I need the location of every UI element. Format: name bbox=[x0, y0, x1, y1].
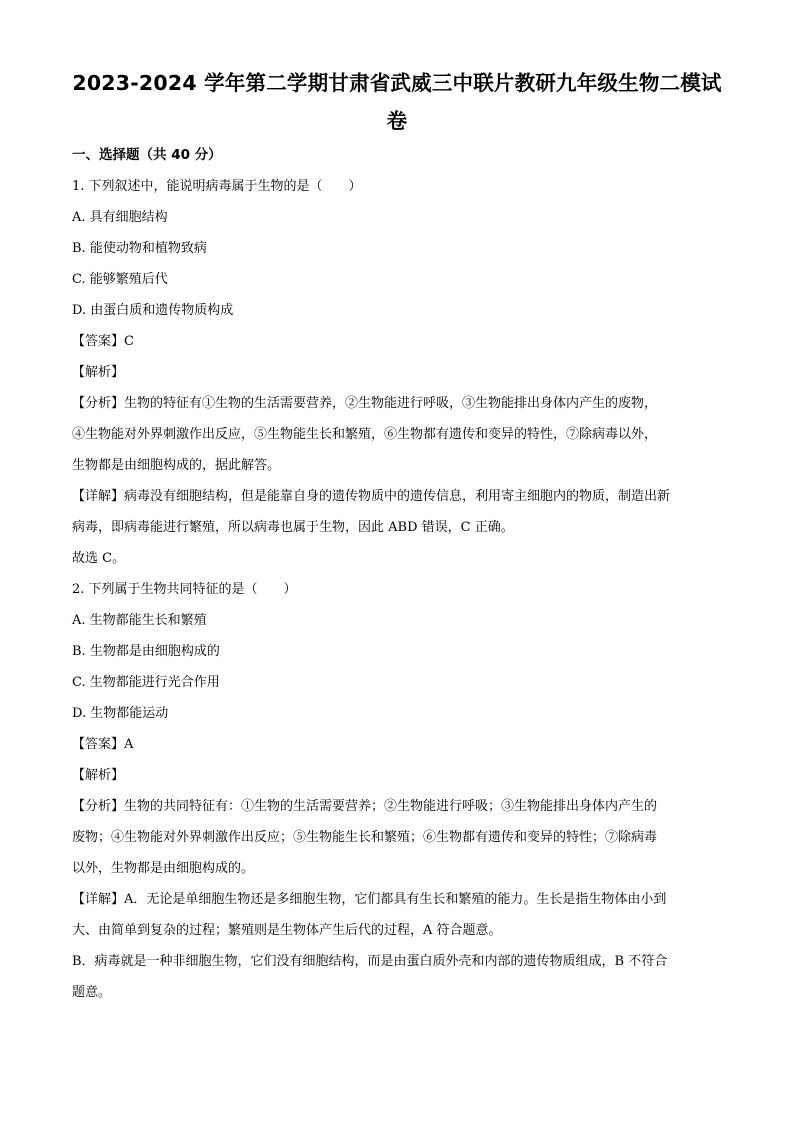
fenxi-text-1: 生物的特征有①生物的生活需要营养，②生物能进行呼吸，③生物能排出身体内产生的废物， bbox=[124, 396, 658, 411]
answer-line bbox=[72, 729, 722, 760]
option-b-explanation-line-1: B．病毒就是一种非细胞生物，它们没有细胞结构，而是由蛋白质外壳和内部的遗传物质组成，B 不符合 bbox=[72, 954, 668, 969]
question-stem: 1. 下列叙述中，能说明病毒属于生物的是（ ） bbox=[72, 179, 362, 194]
fenxi-paragraph bbox=[72, 388, 722, 481]
fenxi-line-3: 生物都是由细胞构成的，据此解答。 bbox=[72, 458, 281, 473]
exam-title-line-1: 2023-2024 学年第二学期甘肃省武威三中联片教研九年级生物二模试 bbox=[72, 71, 722, 95]
xiangjie-line-2: 大、由简单到复杂的过程；繁殖则是生物体产生后代的过程，A 符合题意。 bbox=[72, 923, 502, 938]
fenxi-paragraph bbox=[72, 791, 722, 884]
option-d: D. 由蛋白质和遗传物质构成 bbox=[72, 303, 234, 318]
option-d: D. 生物都能运动 bbox=[72, 706, 169, 721]
answer-tag: 【答案】 bbox=[72, 737, 125, 752]
xiangjie-paragraph bbox=[72, 884, 722, 946]
option-a: A. 生物都能生长和繁殖 bbox=[72, 613, 207, 628]
option-b-explanation bbox=[72, 946, 722, 1008]
fenxi-text-1: 生物的共同特征有：①生物的生活需要营养；②生物能进行呼吸；③生物能排出身体内产生的 bbox=[124, 799, 658, 814]
xiangjie-line-2: 病毒，即病毒能进行繁殖，所以病毒也属于生物，因此 ABD 错误，C 正确。 bbox=[72, 520, 514, 535]
fenxi-tag: 【分析】 bbox=[72, 396, 125, 411]
question-1 bbox=[72, 171, 722, 574]
conclusion: 故选 C。 bbox=[72, 551, 126, 566]
answer-value: C bbox=[124, 334, 134, 349]
analysis-tag bbox=[72, 760, 722, 791]
question-stem: 2. 下列属于生物共同特征的是（ ） bbox=[72, 582, 297, 597]
section-heading: 一、选择题（共 40 分） bbox=[72, 147, 222, 163]
xiangjie-line-1 bbox=[72, 481, 722, 512]
xiangjie-text-1: A．无论是单细胞生物还是多细胞生物，它们都具有生长和繁殖的能力。生长是指生物体由小到 bbox=[124, 892, 667, 907]
answer-line bbox=[72, 326, 722, 357]
exam-title-line-2: 卷 bbox=[386, 109, 408, 133]
answer-tag: 【答案】 bbox=[72, 334, 125, 349]
exam-title bbox=[72, 64, 722, 140]
option-b: B. 能使动物和植物致病 bbox=[72, 241, 207, 256]
analysis-tag bbox=[72, 357, 722, 388]
fenxi-line-1 bbox=[72, 388, 722, 419]
xiangjie-tag: 【详解】 bbox=[72, 892, 125, 907]
xiangjie-text-1: 病毒没有细胞结构，但是能靠自身的遗传物质中的遗传信息，利用寄主细胞内的物质，制造出新 bbox=[124, 489, 671, 504]
option-b: B. 生物都是由细胞构成的 bbox=[72, 644, 220, 659]
analysis-label: 【解析】 bbox=[72, 768, 125, 783]
xiangjie-tag: 【详解】 bbox=[72, 489, 125, 504]
analysis-label: 【解析】 bbox=[72, 365, 125, 380]
option-c: C. 生物都能进行光合作用 bbox=[72, 675, 220, 690]
answer-value: A bbox=[124, 737, 134, 752]
option-a: A. 具有细胞结构 bbox=[72, 210, 168, 225]
option-c: C. 能够繁殖后代 bbox=[72, 272, 168, 287]
option-b-explanation-line-2: 题意。 bbox=[72, 985, 112, 1000]
xiangjie-paragraph bbox=[72, 481, 722, 543]
fenxi-line-2: ④生物能对外界刺激作出反应，⑤生物能生长和繁殖，⑥生物都有遗传和变异的特性，⑦除病毒以外， bbox=[72, 427, 658, 442]
fenxi-line-3: 以外，生物都是由细胞构成的。 bbox=[72, 861, 255, 876]
fenxi-line-1 bbox=[72, 791, 722, 822]
document-page bbox=[72, 64, 722, 1008]
fenxi-line-2: 废物；④生物能对外界刺激作出反应；⑤生物能生长和繁殖；⑥生物都有遗传和变异的特性；⑦除病毒 bbox=[72, 830, 658, 845]
xiangjie-line-1 bbox=[72, 884, 722, 915]
question-2 bbox=[72, 574, 722, 1008]
fenxi-tag: 【分析】 bbox=[72, 799, 125, 814]
